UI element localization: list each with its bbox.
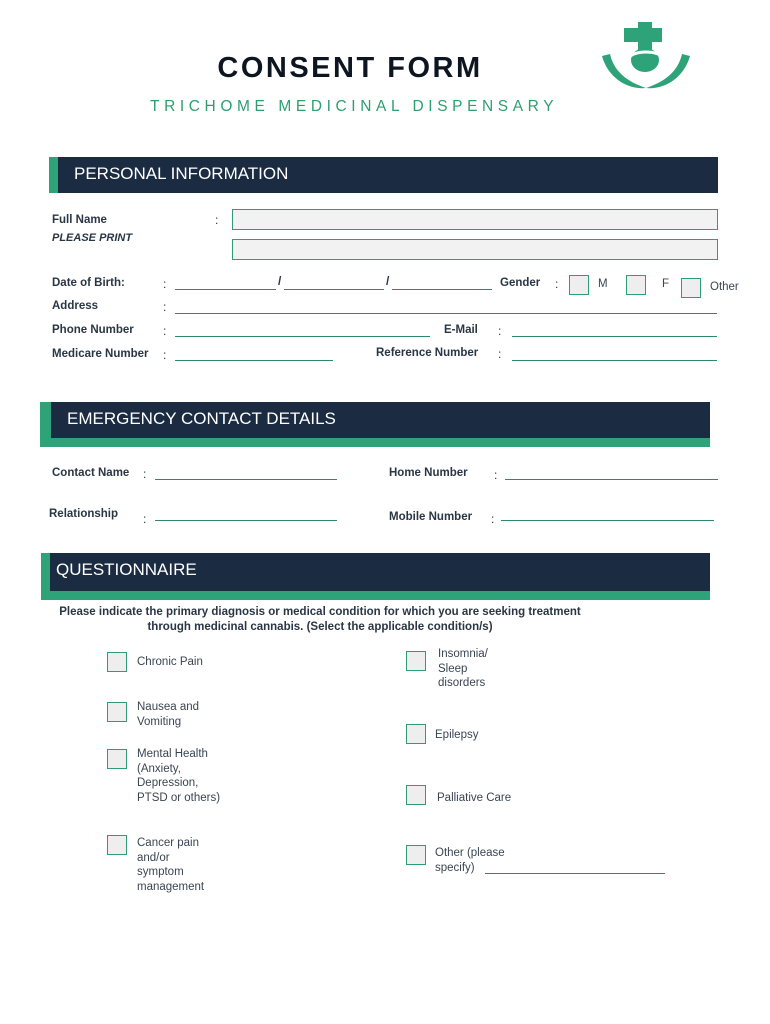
condition-checkbox-nausea[interactable] xyxy=(107,702,127,722)
contact-name-label: Contact Name xyxy=(52,467,130,479)
dob-slash-1: / xyxy=(278,274,282,288)
contact-name-field[interactable] xyxy=(155,479,337,480)
relationship-colon: : xyxy=(143,512,147,526)
phone-label: Phone Number xyxy=(52,324,134,336)
reference-colon: : xyxy=(498,347,502,361)
questionnaire-intro xyxy=(30,605,610,635)
dob-day-field[interactable] xyxy=(175,289,276,290)
dispensary-name: TRICHOME MEDICINAL DISPENSARY xyxy=(150,98,559,115)
dob-year-field[interactable] xyxy=(392,289,492,290)
medicare-field[interactable] xyxy=(175,360,333,361)
email-colon: : xyxy=(498,324,502,338)
home-number-colon: : xyxy=(494,468,498,482)
condition-label-cancer-pain: Cancer pain and/or symptom management xyxy=(137,837,205,893)
condition-label-palliative-care: Palliative Care xyxy=(437,792,512,804)
medicare-label: Medicare Number xyxy=(52,348,149,360)
emergency-heading-bar xyxy=(51,402,710,438)
address-label: Address xyxy=(52,300,99,312)
full-name-label: Full Name xyxy=(52,214,107,226)
gender-label: Gender xyxy=(500,277,541,289)
gender-f-label: F xyxy=(662,278,670,290)
gender-m-checkbox[interactable] xyxy=(569,275,589,295)
dob-colon: : xyxy=(163,277,167,291)
mobile-number-field[interactable] xyxy=(501,520,714,521)
gender-colon: : xyxy=(555,277,559,291)
condition-checkbox-palliative-care[interactable] xyxy=(406,785,426,805)
gender-m-label: M xyxy=(598,278,608,290)
dob-slash-2: / xyxy=(386,274,390,288)
questionnaire-heading: QUESTIONNAIRE xyxy=(56,560,197,579)
full-name-colon: : xyxy=(215,213,219,227)
emergency-heading-underline xyxy=(51,438,710,447)
reference-field[interactable] xyxy=(512,360,717,361)
form-title: CONSENT FORM xyxy=(217,52,483,84)
questionnaire-intro-line-2: through medicinal cannabis. (Select the applicable condition/s) xyxy=(147,621,493,633)
relationship-label: Relationship xyxy=(49,508,119,520)
medicare-colon: : xyxy=(163,348,167,362)
condition-other-specify-field[interactable] xyxy=(485,873,665,874)
condition-checkbox-insomnia[interactable] xyxy=(406,651,426,671)
gender-other-label: Other xyxy=(710,281,739,293)
condition-checkbox-epilepsy[interactable] xyxy=(406,724,426,744)
personal-heading: PERSONAL INFORMATION xyxy=(74,164,289,183)
condition-label-insomnia: Insomnia/ Sleep disorders xyxy=(438,648,488,689)
home-number-field[interactable] xyxy=(505,479,718,480)
questionnaire-heading-underline xyxy=(50,591,710,600)
condition-label-chronic-pain: Chronic Pain xyxy=(137,656,203,668)
gender-f-checkbox[interactable] xyxy=(626,275,646,295)
address-colon: : xyxy=(163,300,167,314)
condition-checkbox-other[interactable] xyxy=(406,845,426,865)
email-field[interactable] xyxy=(512,336,717,337)
dob-month-field[interactable] xyxy=(284,289,384,290)
home-number-label: Home Number xyxy=(389,467,468,479)
phone-field[interactable] xyxy=(175,336,430,337)
relationship-field[interactable] xyxy=(155,520,337,521)
mobile-number-colon: : xyxy=(491,512,495,526)
full-name-field-2[interactable] xyxy=(232,239,718,260)
condition-checkbox-cancer-pain[interactable] xyxy=(107,835,127,855)
reference-label: Reference Number xyxy=(376,347,479,359)
emergency-heading: EMERGENCY CONTACT DETAILS xyxy=(67,409,336,428)
condition-label-nausea: Nausea and Vomiting xyxy=(137,701,200,728)
contact-name-colon: : xyxy=(143,467,147,481)
condition-checkbox-chronic-pain[interactable] xyxy=(107,652,127,672)
please-print-note: PLEASE PRINT xyxy=(52,232,133,244)
condition-label-mental-health: Mental Health (Anxiety, Depression, PTSD or others) xyxy=(137,748,221,804)
condition-checkbox-mental-health[interactable] xyxy=(107,749,127,769)
personal-heading-bar xyxy=(58,157,718,193)
mobile-number-label: Mobile Number xyxy=(389,511,473,523)
questionnaire-heading-bar xyxy=(50,553,710,591)
dob-label: Date of Birth: xyxy=(52,277,125,289)
condition-label-other: Other (please specify) xyxy=(435,847,505,874)
full-name-field-1[interactable] xyxy=(232,209,718,230)
address-field[interactable] xyxy=(175,313,717,314)
email-label: E-Mail xyxy=(444,324,478,336)
condition-label-epilepsy: Epilepsy xyxy=(435,729,479,741)
questionnaire-intro-line-1: Please indicate the primary diagnosis or medical condition for which you are seeking treatment xyxy=(59,606,581,618)
cross-hands-icon xyxy=(598,20,694,104)
gender-other-checkbox[interactable] xyxy=(681,278,701,298)
phone-colon: : xyxy=(163,324,167,338)
